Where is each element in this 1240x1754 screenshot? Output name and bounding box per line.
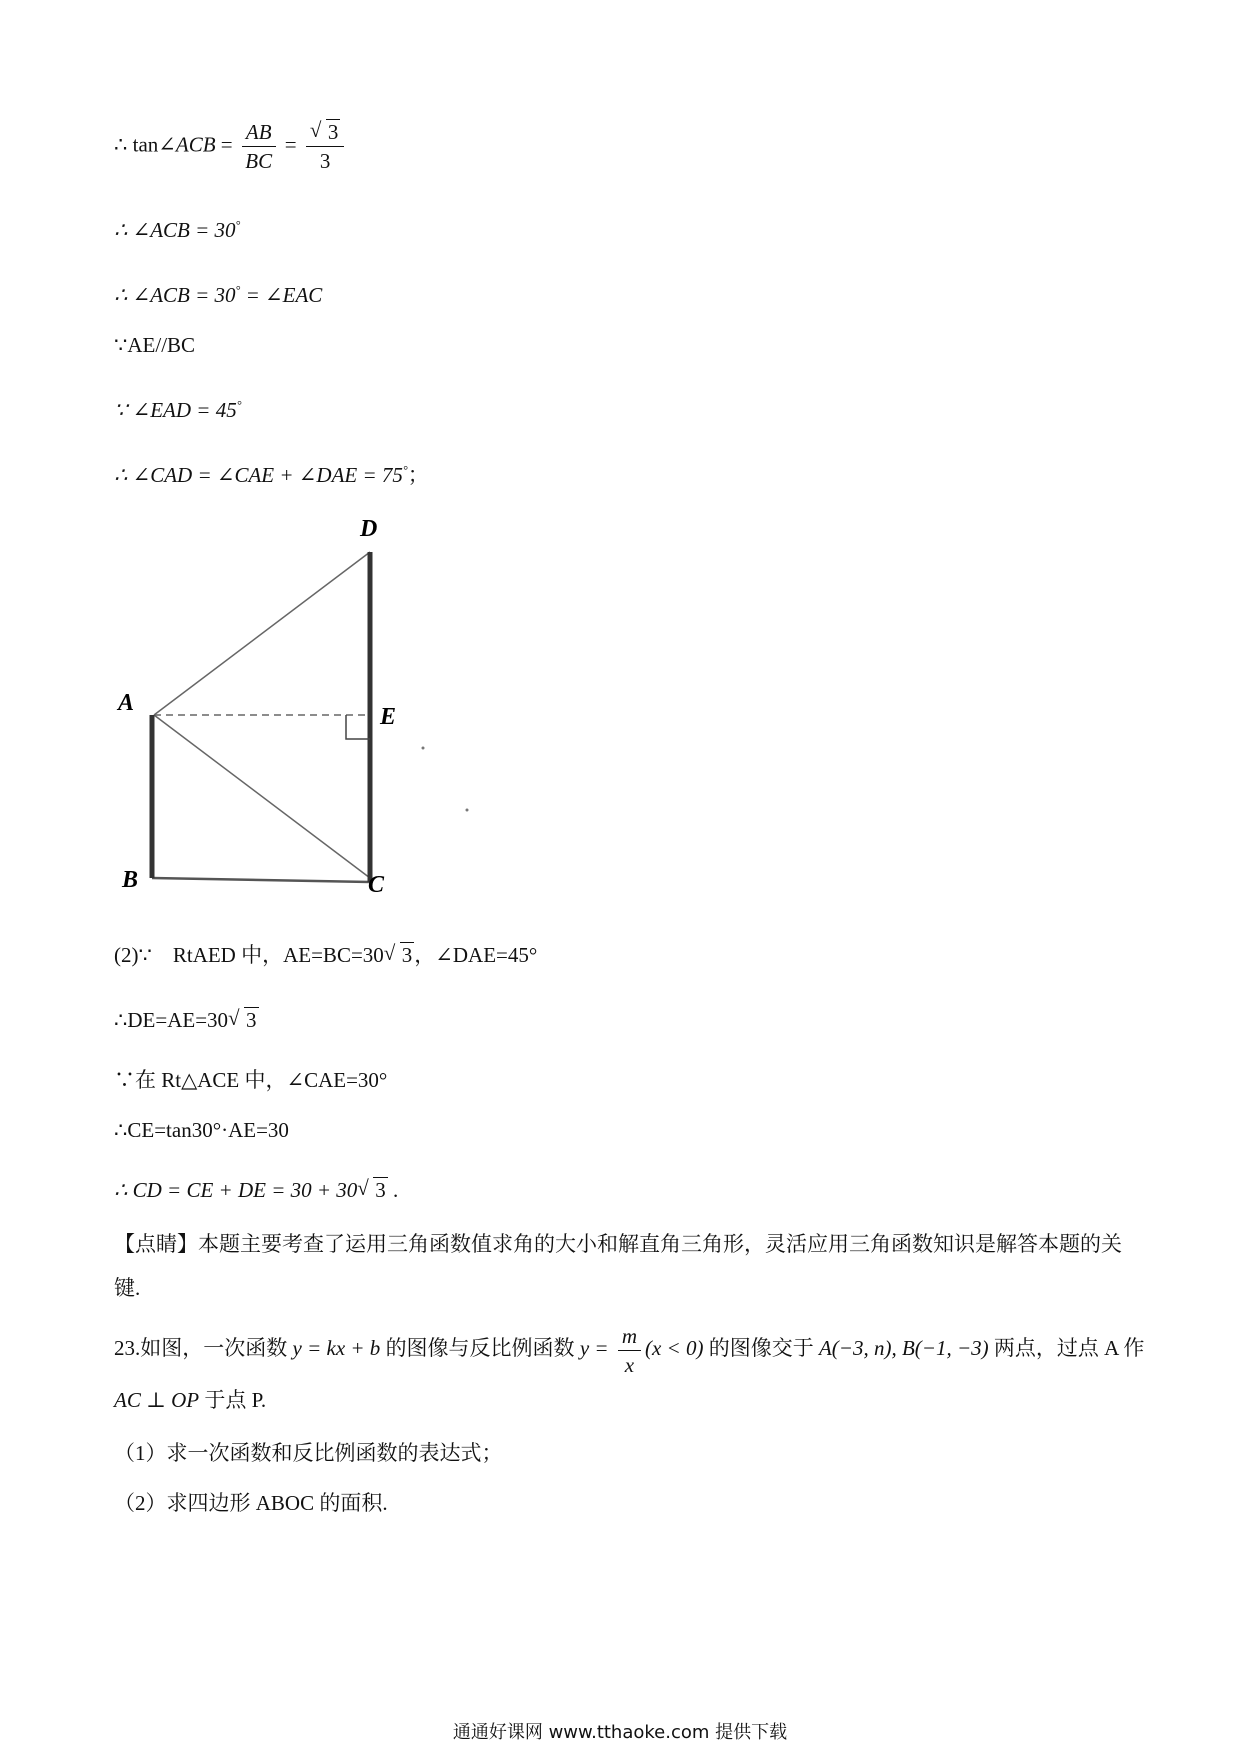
line-text: 23.如图，一次函数: [114, 1336, 293, 1360]
fraction-numerator: [306, 118, 345, 147]
period: .: [387, 1178, 399, 1202]
sqrt-radicand: 3: [327, 120, 339, 144]
question-23-part1: [114, 1438, 503, 1468]
line-text: （1）求一次函数和反比例函数的表达式；: [114, 1441, 503, 1465]
fraction-denominator: BC: [245, 149, 273, 173]
question-23: [114, 1318, 1144, 1378]
line-bc: [152, 878, 370, 882]
semicolon: ；: [407, 463, 429, 487]
comment-text: 【点睛】本题主要考查了运用三角函数值求角的大小和解直角三角形，灵活应用三角函数知识是解答本题的关键.: [114, 1232, 1122, 1300]
formula-perp: AC ⊥ OP: [114, 1388, 200, 1412]
line-text: 的图像交于: [703, 1336, 819, 1360]
line-text: 两点，过点 A 作: [988, 1336, 1145, 1360]
stray-dot: [422, 747, 425, 750]
line-text: ∵AE//BC: [114, 333, 196, 357]
label-d: D: [360, 516, 378, 542]
fraction-m-x: [618, 1322, 641, 1379]
line-ce: [114, 1115, 289, 1145]
fraction-numerator: AB: [242, 118, 276, 147]
line-acb-30: [114, 210, 240, 245]
fraction-denominator: x: [624, 1352, 635, 1377]
sqrt-symbol: [384, 940, 415, 970]
degree-sign: °: [235, 218, 241, 232]
condition: (x < 0): [644, 1336, 704, 1360]
line-ac: [154, 715, 370, 878]
label-b: B: [122, 867, 139, 893]
fraction-numerator: m: [618, 1322, 641, 1351]
degree-sign: °: [235, 283, 241, 297]
formula-linear: y = kx + b: [292, 1336, 381, 1360]
sqrt-radicand: 3: [401, 943, 413, 967]
line-ae-parallel-bc: [114, 330, 195, 360]
line-cd-result: [114, 1175, 398, 1205]
line-text: ∴ ∠ACB = 30: [114, 283, 236, 307]
equals-sign: =: [215, 132, 238, 157]
stray-dot: [466, 809, 469, 812]
question-23-cont: [114, 1385, 266, 1415]
label-c: C: [368, 872, 385, 898]
line-acb-eac: [114, 275, 322, 310]
coefficient: 30: [207, 1008, 229, 1032]
label-e: E: [380, 704, 397, 730]
line-text: (2)∵ RtAED 中，AE=BC=: [114, 943, 363, 967]
line-text: ∴CE=tan30°·AE=30: [114, 1118, 289, 1142]
line-text: ∴DE=AE=: [114, 1008, 208, 1032]
line-ead-45: [114, 390, 242, 425]
line-ad: [154, 552, 370, 715]
sqrt-symbol: [357, 1175, 388, 1205]
geometry-diagram: [110, 510, 470, 910]
sqrt-symbol: [310, 118, 341, 146]
question-23-part2: [114, 1488, 388, 1518]
sqrt-radicand: 3: [375, 1178, 386, 1202]
line-cad-75: [114, 455, 429, 490]
text-prefix: ∴ tan∠: [114, 132, 176, 157]
line-text: = ∠EAC: [240, 283, 323, 307]
line-text: ∴ ∠ACB = 30: [114, 218, 236, 242]
line-text: 于点 P.: [199, 1388, 267, 1412]
line-text: ，∠DAE=45°: [414, 943, 538, 967]
fraction-denominator: 3: [319, 149, 331, 173]
line-tan-acb: [114, 118, 348, 175]
line-text: ∴ ∠CAD = ∠CAE + ∠DAE = 75: [114, 463, 403, 487]
line-text: 的图像与反比例函数: [380, 1336, 580, 1360]
label-a: A: [118, 690, 135, 716]
fraction-sqrt3-3: [306, 118, 345, 175]
right-angle-mark: [346, 715, 370, 739]
degree-sign: °: [236, 398, 242, 412]
line-text: ∴ CD = CE + DE = 30 + 30: [114, 1178, 358, 1202]
line-part2-given: [114, 940, 537, 970]
sqrt-symbol: [228, 1005, 259, 1035]
footer: 通通好课网 www.tthaoke.com 提供下载: [452, 1722, 788, 1743]
sqrt-radicand: 3: [246, 1008, 257, 1032]
equals-sign: =: [279, 132, 302, 157]
points: A(−3, n), B(−1, −3): [818, 1336, 989, 1360]
var-acb: ACB: [175, 132, 216, 157]
line-rt-ace: [114, 1065, 387, 1095]
line-text: ∵ ∠EAD = 45: [114, 398, 237, 422]
line-de-ae: [114, 1005, 259, 1035]
formula-y: y =: [579, 1336, 614, 1360]
fraction-ab-bc: [242, 118, 276, 175]
line-text: ∵在 Rt△ACE 中，∠CAE=30°: [114, 1068, 388, 1092]
coefficient: 30: [362, 943, 384, 967]
degree-sign: °: [402, 463, 408, 477]
dianjing-comment: [114, 1222, 1124, 1310]
line-text: （2）求四边形 ABOC 的面积.: [114, 1491, 388, 1515]
